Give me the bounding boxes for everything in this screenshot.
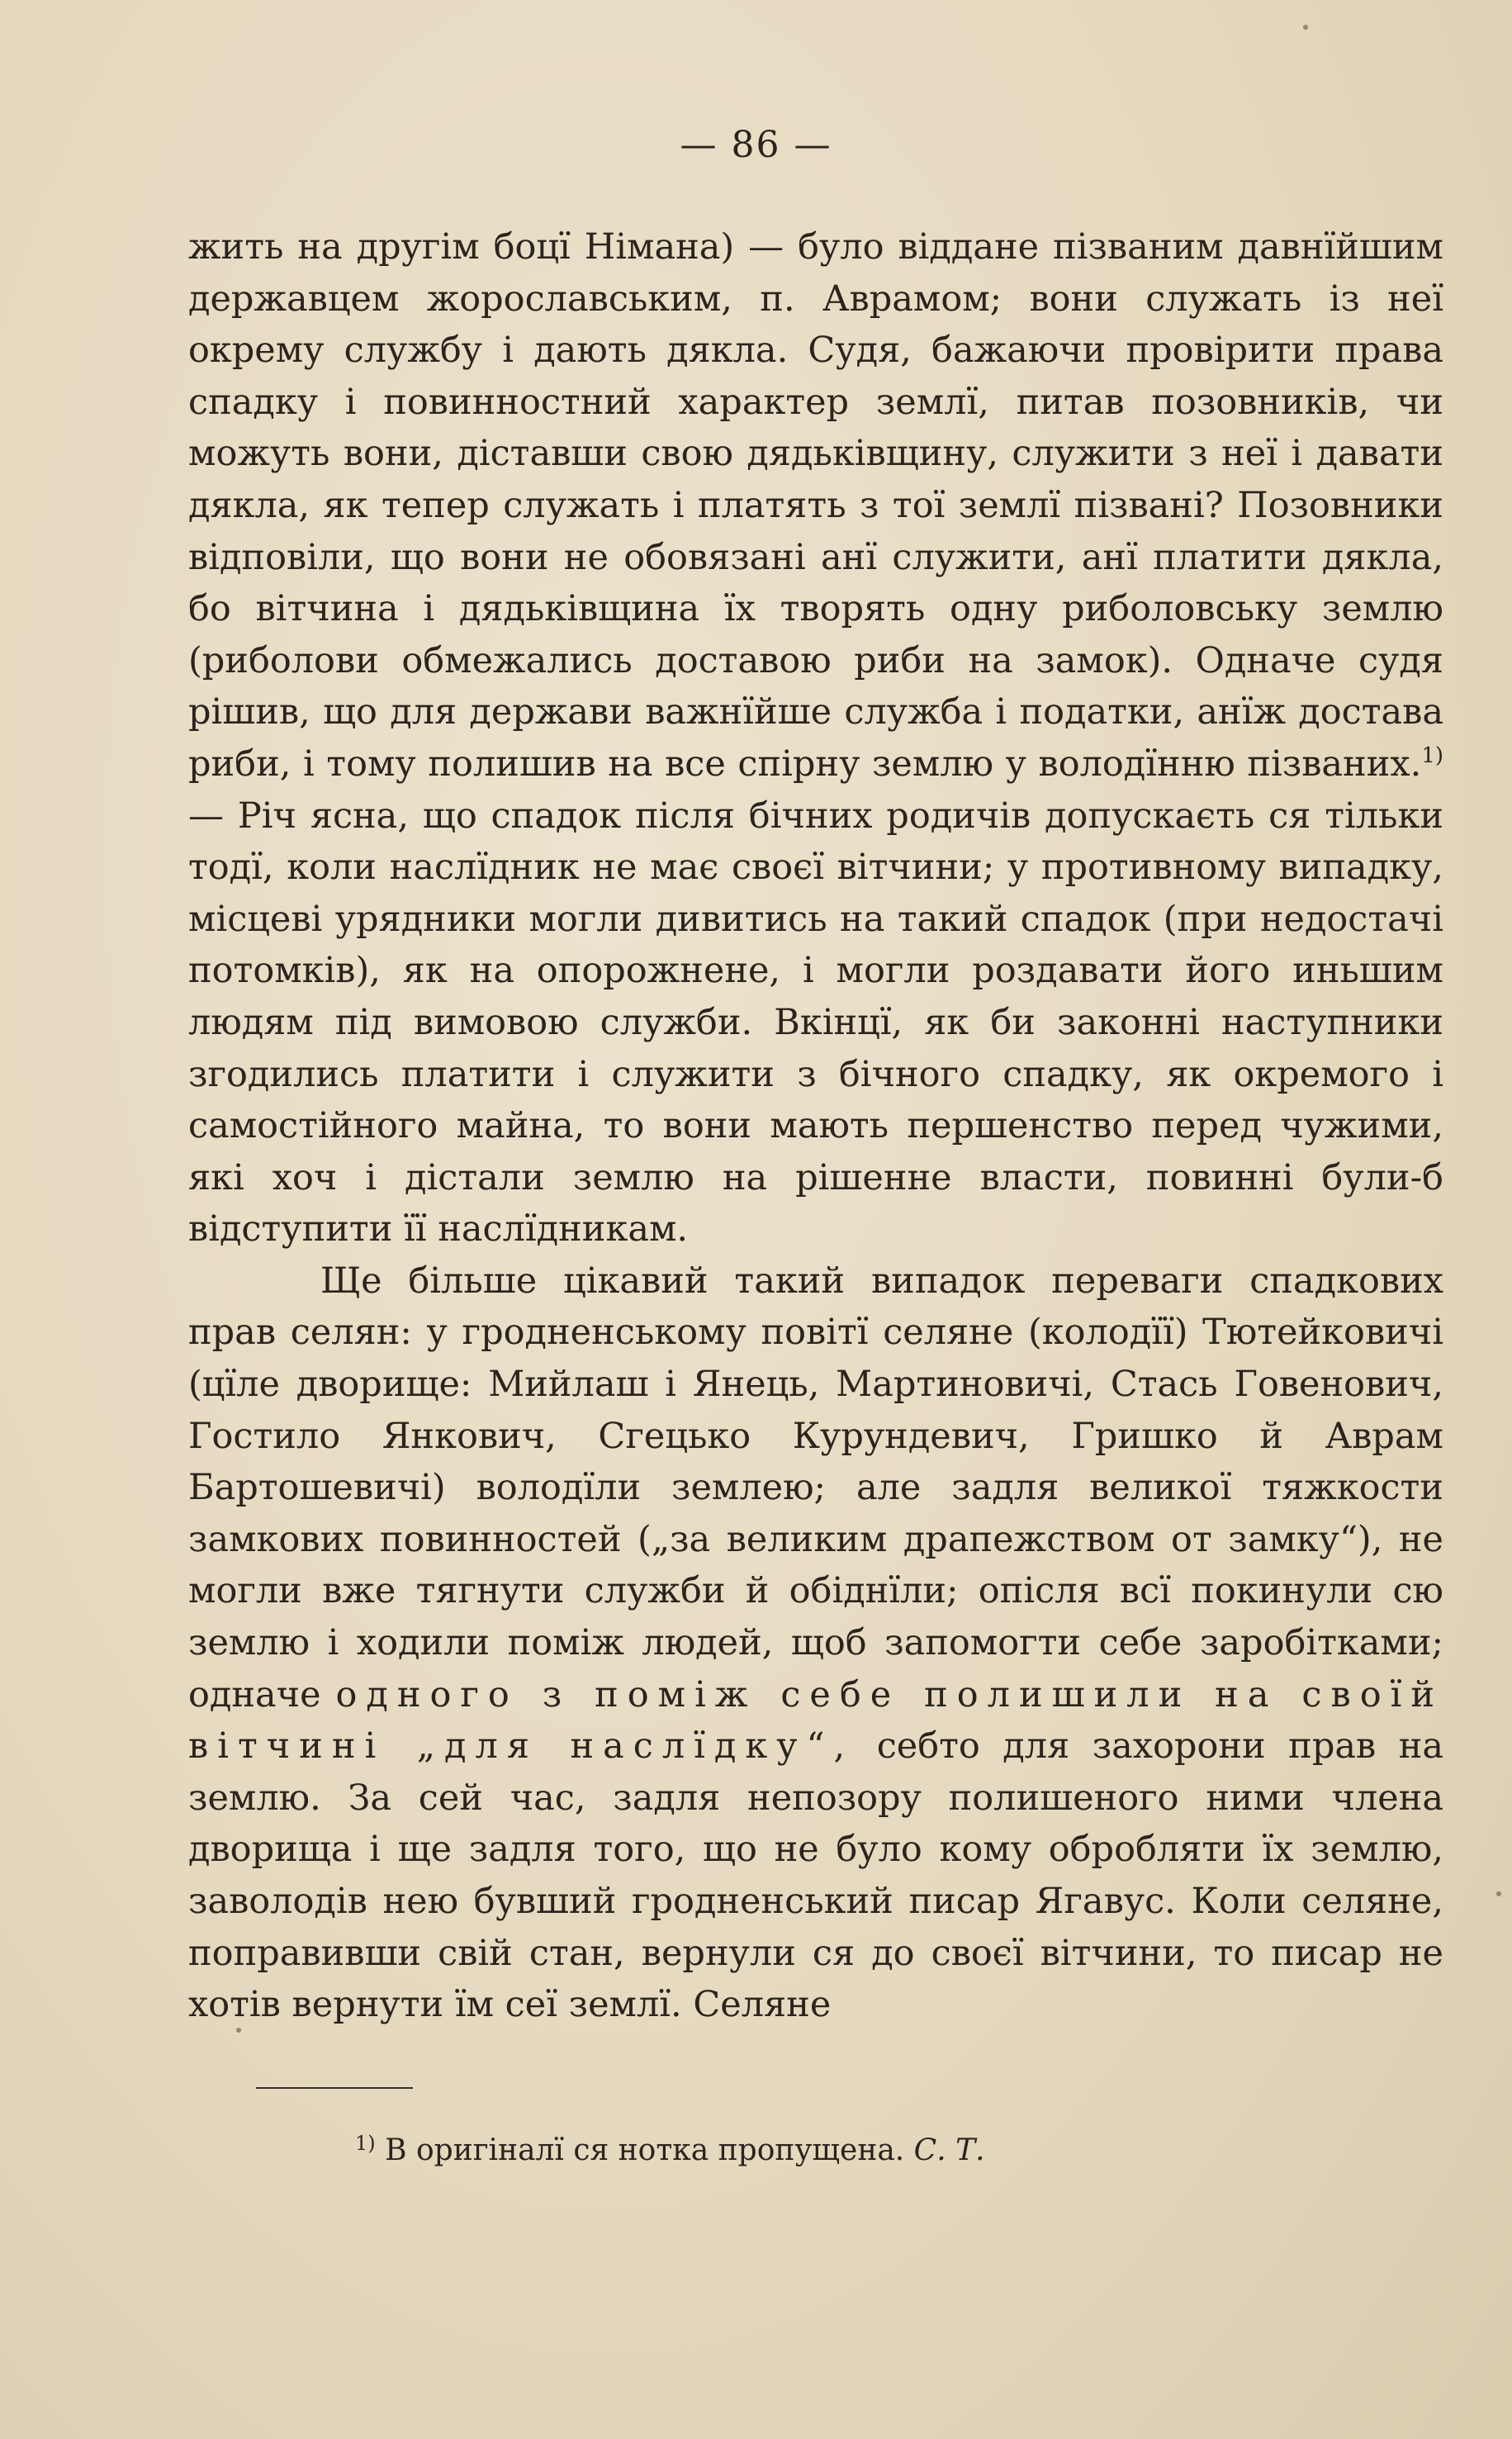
- footnote: [355, 2119, 985, 2176]
- paragraph-2-continuation: себто для захорони прав на землю. За сей час, задля непозору полишеного ними члена дворища і ще задля того, що не було кому обробляти їх землю, заволодів нею бувший гродненський писар Ягавус. Коли селяне, поправивши свій стан, вернули ся до своєї вітчини, то писар не хотів вернути їм сеї землї. Селяне: [188, 1725, 1443, 2026]
- footnote-signature: С. Т.: [913, 2133, 985, 2167]
- main-text: [188, 221, 1443, 2031]
- paper-speck: [1303, 25, 1308, 30]
- paper-speck: [236, 2028, 241, 2033]
- footnote-marker: 1): [355, 2132, 376, 2155]
- footnote-divider: [256, 2087, 413, 2089]
- paragraph-1: [188, 221, 1443, 1255]
- paper-speck: [1496, 1891, 1501, 1896]
- footnote-text: В оригіналї ся нотка пропущена.: [375, 2133, 914, 2167]
- paragraph-2-text: Ще більше цікавий такий випадок переваги спадкових прав селян: у гродненському повітї селяне (колодїї) Тютейковичі (цїле дворище: Мийлаш і Янець, Мартиновичі, Стась Говенович, Гостило Янкович, Сгецько Курундевич, Гришко й Аврам Бартошевичі) володїли землею; але задля великої тяжкости замкових повинностей („за великим драпежством от замку“), не могли вже тягнути служби й обіднїли; опісля всї покинули сю землю і ходили поміж людей, щоб запомогти себе заробітками; одначе: [188, 1260, 1443, 1715]
- paragraph-2-emphasis: одного з поміж себе полишили на своїй вітчині „для наслїдку“,: [188, 1673, 1443, 1768]
- paragraph-2: [188, 1255, 1443, 2031]
- paragraph-1-text: жить на другім боцї Німана) — було віддане пізваним давнїйшим державцем жорославським, п. Аврамом; вони служать із неї окрему службу і дають дякла. Судя, бажаючи провірити права спадку і повинностний характер землї, питав позовників, чи можуть вони, діставши свою дядьківщину, служити з неї і давати дякла, як тепер служать і платять з тої землї пізвані? Позовники відповіли, що вони не обовязані анї служити, анї платити дякла, бо вітчина і дядьківщина їх творять одну риболовську землю (риболови обмежались доставою риби на замок). Одначе судя рішив, що для держави важнїйше служба і податки, анїж достава риби, і тому полишив на все спірну землю у володїнню пізваних.: [188, 226, 1443, 785]
- footnote-reference: 1): [1421, 743, 1443, 768]
- paragraph-1-continuation: — Річ ясна, що спадок після бічних родичів допускаєть ся тільки тодї, коли наслїдник не має своєї вітчини; у противному випадку, місцеві урядники могли дивитись на такий спадок (при недостачі потомків), як на опорожнене, і могли роздавати його иньшим людям під вимовою служби. Вкінцї, як би законні наступники згодились платити і служити з бічного спадку, як окремого і самостійного майна, то вони мають першенство перед чужими, які хоч і дістали землю на рішенне власти, повинні були-б відступити її наслїдникам.: [188, 795, 1443, 1250]
- page-number: — 86 —: [680, 124, 832, 166]
